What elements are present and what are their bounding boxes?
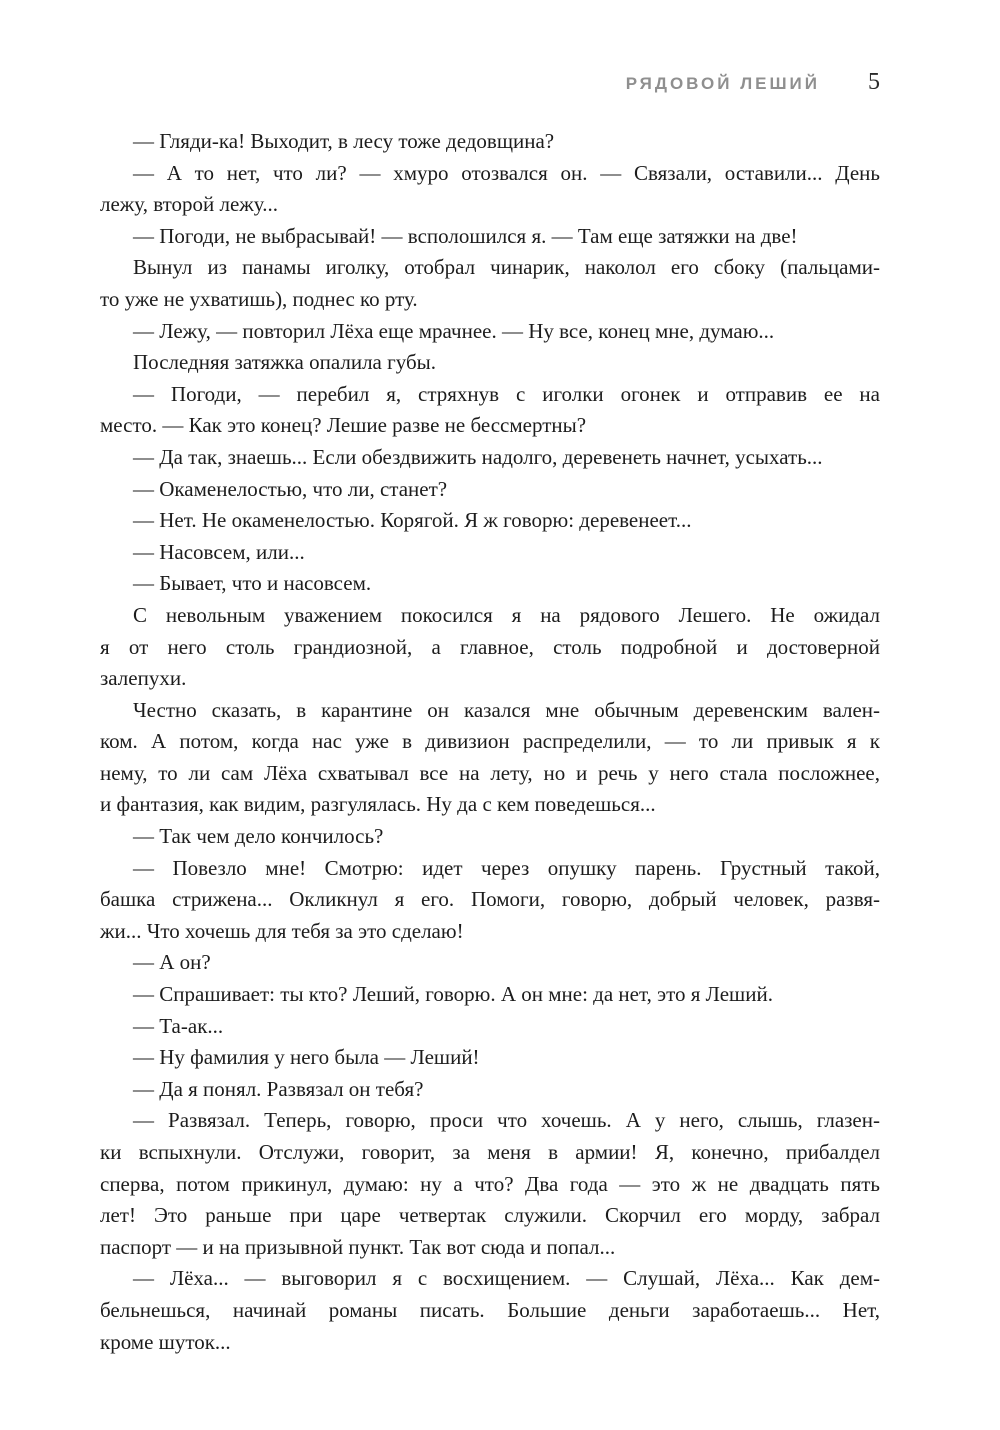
text-line: — Погоди, — перебил я, стряхнув с иголки огонек и отправив ее на (133, 381, 880, 406)
paragraph (100, 505, 880, 537)
text-line: башка стрижена... Окликнул я его. Помоги, говорю, добрый человек, развя- (100, 887, 880, 912)
text-line: жи... Что хочешь для тебя за это сделаю! (100, 918, 464, 943)
text-line: — Спрашивает: ты кто? Леший, говорю. А он мне: да нет, это я Леший. (133, 982, 773, 1007)
paragraph (100, 316, 880, 348)
text-line: — Повезло мне! Смотрю: идет через опушку парень. Грустный такой, (133, 855, 880, 880)
paragraph (100, 853, 880, 948)
text-line: — Окаменелостью, что ли, станет? (133, 476, 448, 501)
text-line: — Лежу, — повторил Лёха еще мрачнее. — Ну все, конец мне, думаю... (133, 318, 775, 343)
text-line: — Да так, знаешь... Если обездвижить надолго, деревенеть начнет, усыхать... (133, 444, 823, 469)
paragraph (100, 158, 880, 221)
text-line: — Развязал. Теперь, говорю, проси что хочешь. А у него, слышь, глазен- (133, 1108, 880, 1133)
paragraph (100, 600, 880, 695)
text-line: — Гляди-ка! Выходит, в лесу тоже дедовщина? (133, 129, 555, 153)
text-line: Честно сказать, в карантине он казался мне обычным деревенским вален- (133, 697, 880, 722)
paragraph (100, 126, 880, 158)
paragraph (100, 442, 880, 474)
text-line: Вынул из панамы иголку, отобрал чинарик, наколол его сбоку (пальцами- (133, 255, 880, 280)
running-head (100, 70, 880, 94)
text-line: нему, то ли сам Лёха схватывал все на лету, но и речь у него стала посложнее, (100, 760, 880, 785)
paragraph (100, 979, 880, 1011)
paragraph (100, 221, 880, 253)
text-line: я от него столь грандиозной, а главное, столь подробной и достоверной (100, 634, 880, 659)
text-line: бельнешься, начинай романы писать. Большие деньги заработаешь... Нет, (100, 1297, 880, 1322)
text-block (100, 126, 880, 1358)
text-line: сперва, потом прикинул, думаю: ну а что? Два года — это ж не двадцать пять (100, 1171, 880, 1196)
text-line: паспорт — и на призывной пункт. Так вот сюда и попал... (100, 1234, 616, 1259)
text-line: залепухи. (100, 666, 187, 691)
text-line: кроме шуток... (100, 1329, 231, 1354)
paragraph (100, 695, 880, 821)
paragraph (100, 1011, 880, 1043)
text-line: то уже не ухватишь), поднес ко рту. (100, 286, 418, 311)
paragraph (100, 1074, 880, 1106)
text-line: Последняя затяжка опалила губы. (133, 350, 437, 375)
paragraph (100, 568, 880, 600)
paragraph (100, 1042, 880, 1074)
running-title: РЯДОВОЙ ЛЕШИЙ (625, 74, 820, 93)
paragraph (100, 947, 880, 979)
text-line: С невольным уважением покосился я на рядового Лешего. Не ожидал (133, 602, 880, 627)
text-line: — Лёха... — выговорил я с восхищением. — Слушай, Лёха... Как дем- (133, 1266, 880, 1291)
page-number: 5 (868, 69, 880, 95)
text-line: лежу, второй лежу... (100, 192, 278, 217)
text-line: — Ну фамилия у него была — Леший! (133, 1045, 480, 1070)
text-line: — Та-ак... (133, 1013, 224, 1038)
text-line: — Нет. Не окаменелостью. Корягой. Я ж говорю: деревенеет... (133, 508, 692, 533)
paragraph (100, 474, 880, 506)
text-line: и фантазия, как видим, разгулялась. Ну да с кем поведешься... (100, 792, 656, 817)
paragraph (100, 379, 880, 442)
paragraph (100, 1263, 880, 1358)
text-line: место. — Как это конец? Лешие разве не бессмертны? (100, 413, 587, 438)
text-line: — Да я понял. Развязал он тебя? (133, 1076, 424, 1101)
text-line: ком. А потом, когда нас уже в дивизион распределили, — то ли привык я к (100, 729, 880, 754)
paragraph (100, 537, 880, 569)
text-line: — А он? (133, 950, 211, 975)
text-line: — Погоди, не выбрасывай! — всполошился я. — Там еще затяжки на две! (133, 223, 798, 248)
paragraph (100, 1105, 880, 1263)
paragraph (100, 821, 880, 853)
paragraph (100, 347, 880, 379)
text-line: ки вспыхнули. Отслужи, говорит, за меня в армии! Я, конечно, прибалдел (100, 1140, 880, 1164)
text-line: — Так чем дело кончилось? (133, 824, 384, 849)
paragraph (100, 252, 880, 315)
text-line: — А то нет, что ли? — хмуро отозвался он. — Связали, оставили... День (133, 160, 880, 185)
text-line: — Насовсем, или... (133, 539, 305, 564)
text-line: лет! Это раньше при царе четвертак служили. Скорчил его морду, забрал (100, 1203, 880, 1228)
text-line: — Бывает, что и насовсем. (133, 571, 372, 596)
